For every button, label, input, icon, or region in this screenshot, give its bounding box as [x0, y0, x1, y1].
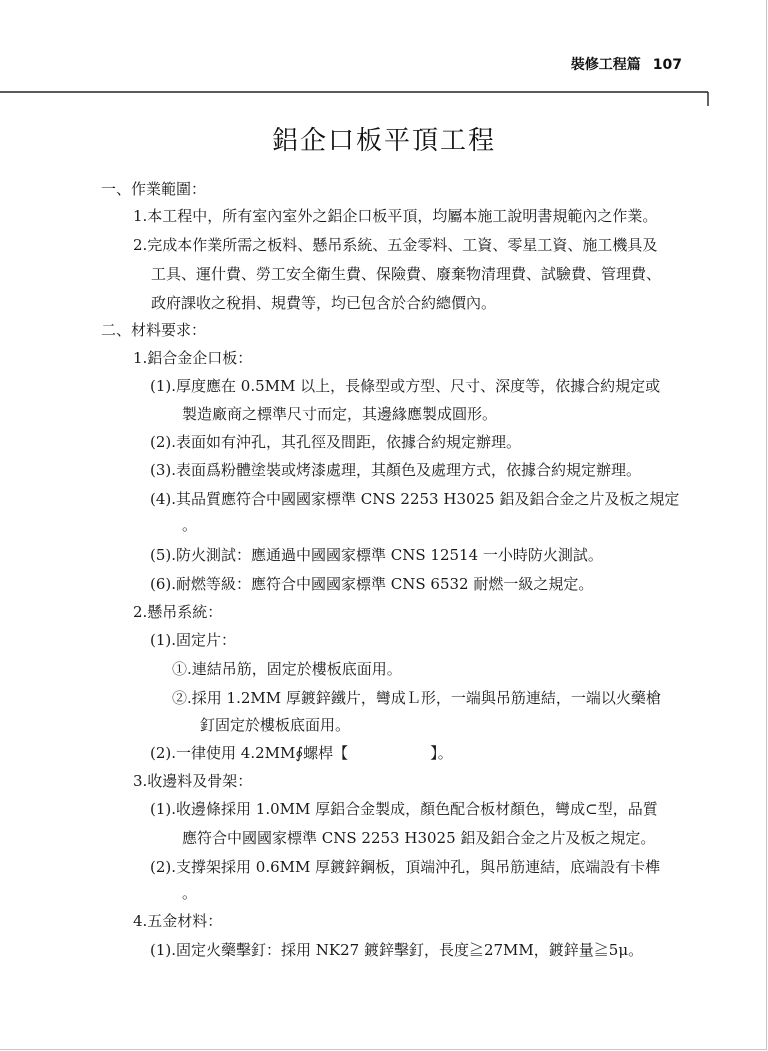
section-heading: 一、作業範圍： — [101, 180, 207, 198]
subsection-heading: 1.鋁合金企口板： — [133, 349, 253, 367]
list-item: (5).防火測試：應通過中國國家標準 CNS 12514 一小時防火測試。 — [150, 546, 603, 564]
paragraph-line: 1.本工程中，所有室內室外之鋁企口板平頂，均屬本施工說明書規範內之作業。 — [133, 207, 658, 225]
subsection-heading: 2.懸吊系統： — [133, 603, 223, 621]
list-item: (4).其品質應符合中國國家標準 CNS 2253 H3025 鋁及鋁合金之片及板之規定 — [150, 490, 680, 508]
sub-list-item: ②.採用 1.2MM 厚鍍鋅鐵片，彎成Ｌ形，一端與吊筋連結，一端以火藥槍 — [172, 689, 661, 707]
list-item — [150, 743, 453, 763]
list-item: (1).收邊條採用 1.0MM 厚鋁合金製成，顏色配合板材顏色，彎成⊂型，品質 — [150, 800, 658, 818]
list-item: (1).固定片： — [150, 631, 237, 649]
subsection-heading: 3.收邊料及骨架： — [133, 772, 253, 790]
list-item: (1).固定火藥擊釘：採用 NK27 鍍鋅擊釘，長度≧27MM，鍍鋅量≧5μ。 — [150, 941, 644, 959]
sub-list-item: ①.連結吊筋，固定於樓板底面用。 — [172, 660, 402, 678]
header-rule — [0, 84, 768, 106]
paragraph-line: 政府課收之稅捐、規費等，均已包含於合約總價內。 — [151, 294, 497, 312]
list-item-text-end: 】。 — [430, 744, 453, 762]
list-item: (1).厚度應在 0.5MM 以上，長條型或方型、尺寸、深度等，依據合約規定或 — [150, 377, 661, 395]
list-item-continuation: 。 — [182, 516, 198, 534]
list-item: (3).表面爲粉體塗裝或烤漆處理，其顏色及處理方式，依據合約規定辦理。 — [150, 461, 642, 479]
running-header — [571, 54, 682, 74]
header-section: 裝修工程篇 — [570, 57, 641, 73]
document-title: 鋁企口板平頂工程 — [271, 126, 496, 156]
list-item: (6).耐燃等級：應符合中國國家標準 CNS 6532 耐燃一級之規定。 — [150, 575, 594, 593]
section-heading: 二、材料要求： — [101, 321, 207, 339]
paragraph-line: 2.完成本作業所需之板料、懸吊系統、五金零料、工資、零星工資、施工機具及 — [133, 236, 658, 254]
header-page-number: 107 — [652, 57, 682, 73]
sub-list-item-continuation: 釘固定於樓板底面用。 — [200, 716, 351, 734]
list-item: (2).支撐架採用 0.6MM 厚鍍鋅鋼板，頂端沖孔，與吊筋連結，底端設有卡榫 — [150, 858, 661, 876]
list-item-continuation: 。 — [182, 884, 198, 902]
paragraph-line: 工具、運什費、勞工安全衛生費、保險費、廢棄物清理費、試驗費、管理費、 — [151, 265, 662, 283]
list-item-text: (2).一律使用 4.2MM∮螺桿【 — [150, 744, 349, 762]
list-item-continuation: 製造廠商之標準尺寸而定，其邊緣應製成圓形。 — [182, 405, 498, 423]
subsection-heading: 4.五金材料： — [133, 912, 223, 930]
list-item-continuation: 應符合中國國家標準 CNS 2253 H3025 鋁及鋁合金之片及板之規定。 — [182, 829, 656, 847]
list-item: (2).表面如有沖孔，其孔徑及間距，依據合約規定辦理。 — [150, 433, 522, 451]
